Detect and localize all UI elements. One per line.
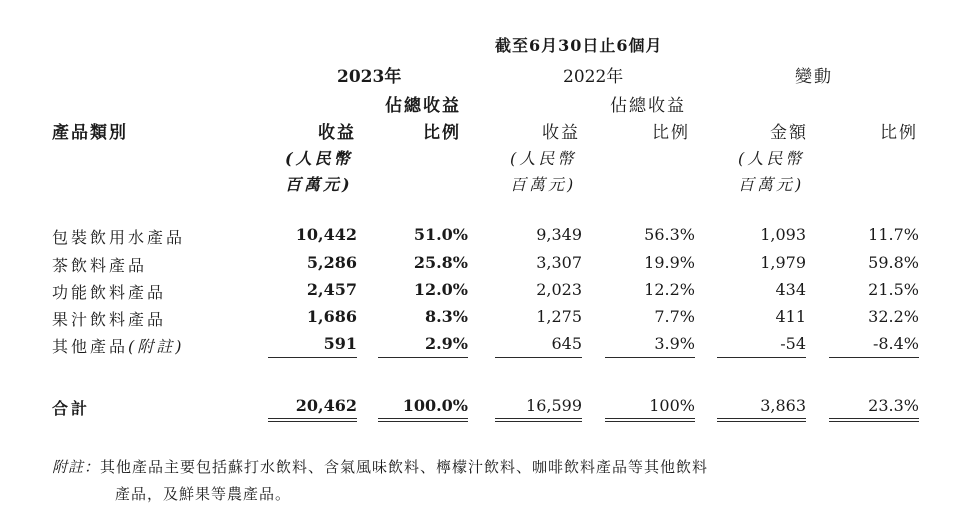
footnote-text: 其他產品主要包括蘇打水飲料、含氣風味飲料、檸檬汁飲料、咖啡飲料產品等其他飲料 bbox=[100, 458, 709, 476]
ratio-2023-cell: 2.9% bbox=[424, 334, 468, 353]
amount-change-cell: 1,093 bbox=[760, 225, 806, 244]
revenue-2023-cell: 2,457 bbox=[306, 280, 357, 299]
revenue-2022-cell: 2,023 bbox=[536, 280, 582, 299]
footnote-label: 附註： bbox=[52, 458, 101, 476]
ratio-change-cell: -8.4% bbox=[872, 334, 919, 353]
year-2022-heading: 2022年 bbox=[563, 67, 624, 87]
total-double-rule bbox=[717, 421, 806, 422]
revenue-2023-cell: 5,286 bbox=[306, 253, 357, 272]
total-double-rule bbox=[605, 418, 695, 419]
revenue-2023-cell: 591 bbox=[323, 334, 357, 353]
footnote-line-1 bbox=[52, 456, 708, 477]
total-double-rule bbox=[268, 418, 357, 419]
revenue-2023-cell: 10,442 bbox=[295, 225, 357, 244]
ratio-2022-cell: 7.7% bbox=[654, 307, 695, 326]
footnote-line-2: 產品，及鮮果等農產品。 bbox=[115, 485, 292, 503]
total-double-rule bbox=[268, 421, 357, 422]
period-title: 截至6月30日止6個月 bbox=[495, 36, 663, 55]
ratio-2023-cell: 8.3% bbox=[424, 307, 468, 326]
category-cell: 包裝飲用水產品 bbox=[52, 228, 186, 247]
revenue-2023-header: 收益 bbox=[318, 123, 356, 143]
category-note-ref: (附註) bbox=[128, 337, 185, 356]
category-cell: 功能飲料產品 bbox=[52, 283, 167, 302]
share-2023-heading: 佔總收益 bbox=[385, 96, 461, 116]
unit-2022-line2: 百萬元) bbox=[510, 175, 577, 194]
total-amount-change: 3,863 bbox=[760, 396, 806, 415]
subtotal-rule bbox=[495, 357, 582, 358]
total-ratio-2023: 100.0% bbox=[402, 396, 468, 415]
ratio-2022-cell: 3.9% bbox=[654, 334, 695, 353]
year-2023-heading: 2023年 bbox=[337, 67, 402, 87]
category-cell bbox=[52, 334, 185, 357]
total-double-rule bbox=[829, 418, 919, 419]
total-double-rule bbox=[495, 421, 582, 422]
category-text: 其他產品 bbox=[52, 337, 129, 356]
total-revenue-2022: 16,599 bbox=[526, 396, 582, 415]
revenue-2022-cell: 645 bbox=[551, 334, 582, 353]
subtotal-rule bbox=[829, 357, 919, 358]
category-cell: 果汁飲料產品 bbox=[52, 310, 167, 329]
ratio-change-cell: 32.2% bbox=[868, 307, 919, 326]
revenue-2022-cell: 9,349 bbox=[536, 225, 582, 244]
ratio-2023-cell: 12.0% bbox=[413, 280, 468, 299]
total-double-rule bbox=[829, 421, 919, 422]
ratio-2022-header: 比例 bbox=[652, 123, 690, 143]
total-label: 合計 bbox=[52, 399, 91, 418]
unit-change-line1: (人民幣 bbox=[738, 149, 805, 168]
unit-2023-line1: (人民幣 bbox=[285, 149, 353, 168]
unit-2023-line2: 百萬元) bbox=[285, 175, 353, 194]
share-2022-heading: 佔總收益 bbox=[610, 96, 686, 116]
category-column-header: 產品類別 bbox=[52, 123, 128, 143]
amount-change-cell: 1,979 bbox=[760, 253, 806, 272]
ratio-change-cell: 59.8% bbox=[868, 253, 919, 272]
amount-change-header: 金額 bbox=[770, 123, 808, 143]
total-ratio-change: 23.3% bbox=[868, 396, 919, 415]
subtotal-rule bbox=[605, 357, 695, 358]
ratio-2023-cell: 51.0% bbox=[413, 225, 468, 244]
total-revenue-2023: 20,462 bbox=[295, 396, 357, 415]
ratio-2022-cell: 56.3% bbox=[644, 225, 695, 244]
total-double-rule bbox=[495, 418, 582, 419]
ratio-2022-cell: 12.2% bbox=[644, 280, 695, 299]
subtotal-rule bbox=[717, 357, 806, 358]
ratio-2022-cell: 19.9% bbox=[644, 253, 695, 272]
ratio-change-header: 比例 bbox=[880, 123, 918, 143]
ratio-2023-header: 比例 bbox=[423, 123, 461, 143]
total-ratio-2022: 100% bbox=[649, 396, 695, 415]
amount-change-cell: -54 bbox=[780, 334, 806, 353]
change-heading: 變動 bbox=[795, 67, 833, 87]
revenue-2022-cell: 3,307 bbox=[536, 253, 582, 272]
total-double-rule bbox=[378, 418, 468, 419]
category-cell: 茶飲料產品 bbox=[52, 256, 148, 275]
amount-change-cell: 411 bbox=[775, 307, 806, 326]
revenue-2023-cell: 1,686 bbox=[306, 307, 357, 326]
unit-change-line2: 百萬元) bbox=[738, 175, 805, 194]
ratio-change-cell: 11.7% bbox=[868, 225, 919, 244]
subtotal-rule bbox=[268, 357, 357, 358]
revenue-2022-header: 收益 bbox=[542, 123, 580, 143]
ratio-2023-cell: 25.8% bbox=[413, 253, 468, 272]
ratio-change-cell: 21.5% bbox=[868, 280, 919, 299]
total-double-rule bbox=[605, 421, 695, 422]
amount-change-cell: 434 bbox=[775, 280, 806, 299]
total-double-rule bbox=[378, 421, 468, 422]
unit-2022-line1: (人民幣 bbox=[510, 149, 577, 168]
total-double-rule bbox=[717, 418, 806, 419]
revenue-2022-cell: 1,275 bbox=[536, 307, 582, 326]
subtotal-rule bbox=[378, 357, 468, 358]
